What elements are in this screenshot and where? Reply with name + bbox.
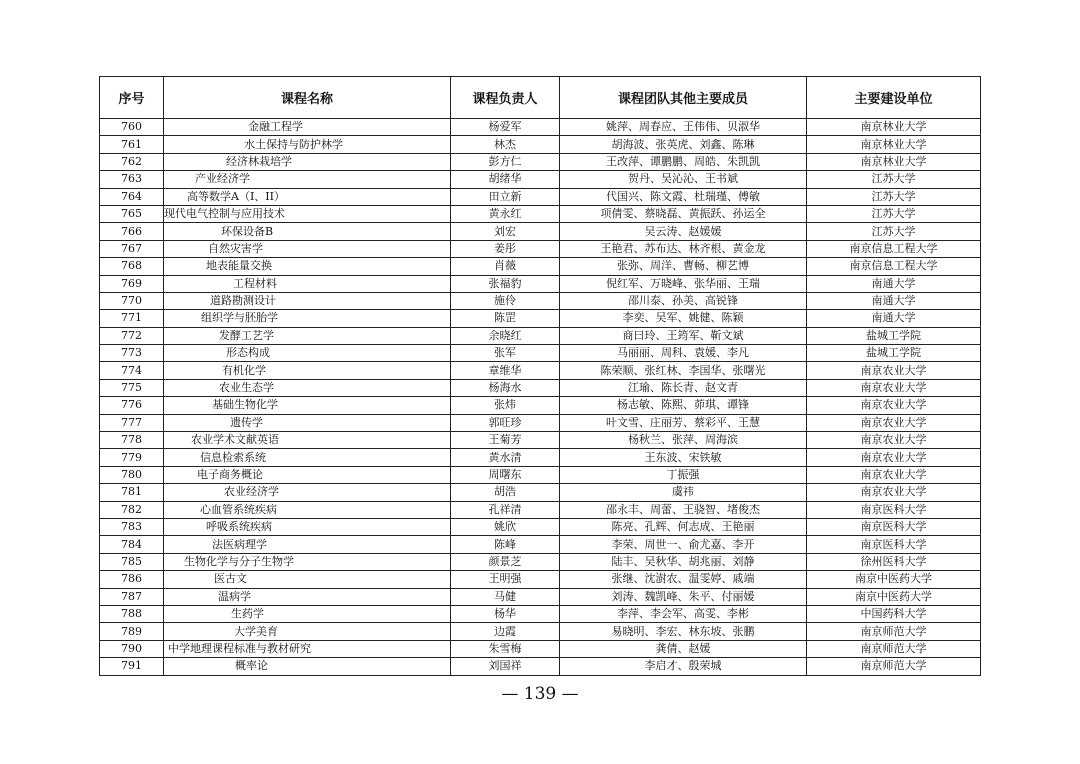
cell-course-name (164, 658, 451, 675)
cell-course-name (164, 292, 451, 309)
cell-seq: 773 (100, 345, 164, 362)
cell-seq: 768 (100, 258, 164, 275)
cell-team-members: 马丽丽、周科、袁媛、李凡 (560, 345, 807, 362)
cell-seq: 776 (100, 397, 164, 414)
cell-course-name (164, 188, 451, 205)
cell-seq: 762 (100, 153, 164, 170)
cell-institution: 南京医科大学 (807, 501, 981, 518)
cell-course-lead: 刘国祥 (451, 658, 560, 675)
cell-institution: 南京信息工程大学 (807, 258, 981, 275)
cell-institution: 南京中医药大学 (807, 588, 981, 605)
cell-team-members: 易晓明、李宏、林东坡、张鹏 (560, 623, 807, 640)
cell-team-members: 邵川泰、孙美、高锐锋 (560, 292, 807, 309)
cell-team-members: 虞祎 (560, 484, 807, 501)
cell-institution: 南京农业大学 (807, 362, 981, 379)
course-name-text: 农业经济学 (224, 485, 279, 499)
table-row (100, 518, 981, 535)
table-row (100, 640, 981, 657)
cell-institution: 徐州医科大学 (807, 553, 981, 570)
cell-course-name (164, 153, 451, 170)
cell-team-members: 江瑜、陈长青、赵文青 (560, 379, 807, 396)
cell-seq: 789 (100, 623, 164, 640)
course-name-text: 有机化学 (222, 363, 266, 377)
cell-seq: 787 (100, 588, 164, 605)
course-name-text: 心血管系统疾病 (200, 502, 277, 516)
table-row (100, 571, 981, 588)
cell-institution: 南京农业大学 (807, 414, 981, 431)
course-name-text: 遗传学 (230, 415, 263, 429)
course-name-text: 形态构成 (226, 346, 270, 360)
table-row (100, 414, 981, 431)
cell-institution: 盐城工学院 (807, 327, 981, 344)
course-name-text: 发酵工艺学 (219, 328, 274, 342)
cell-course-name (164, 205, 451, 222)
table-row (100, 588, 981, 605)
table-row (100, 605, 981, 622)
cell-seq: 783 (100, 518, 164, 535)
cell-team-members: 贺丹、吴沁沁、王书斌 (560, 171, 807, 188)
table-row (100, 188, 981, 205)
table-row (100, 223, 981, 240)
cell-institution: 南京师范大学 (807, 640, 981, 657)
cell-team-members: 代国兴、陈文霞、杜瑞瑾、傅敏 (560, 188, 807, 205)
course-name-text: 大学美育 (234, 624, 278, 638)
cell-course-name (164, 310, 451, 327)
cell-team-members: 王改萍、谭鹏鹏、周皓、朱凯凯 (560, 153, 807, 170)
table-row (100, 449, 981, 466)
course-name-text: 法医病理学 (212, 537, 267, 551)
cell-course-name (164, 258, 451, 275)
cell-seq: 770 (100, 292, 164, 309)
cell-institution: 南京农业大学 (807, 432, 981, 449)
cell-course-lead: 田立新 (451, 188, 560, 205)
cell-seq: 779 (100, 449, 164, 466)
cell-team-members: 龚倩、赵媛 (560, 640, 807, 657)
cell-course-name (164, 588, 451, 605)
cell-course-name (164, 432, 451, 449)
cell-team-members: 张弥、周洋、曹畅、柳艺博 (560, 258, 807, 275)
cell-course-name (164, 345, 451, 362)
cell-seq: 764 (100, 188, 164, 205)
cell-institution: 江苏大学 (807, 188, 981, 205)
cell-team-members: 杨秋兰、张萍、周海滨 (560, 432, 807, 449)
cell-course-lead: 杨华 (451, 605, 560, 622)
course-name-text: 工程材料 (233, 276, 277, 290)
cell-institution: 南京农业大学 (807, 449, 981, 466)
cell-course-name (164, 484, 451, 501)
cell-course-name (164, 466, 451, 483)
cell-seq: 775 (100, 379, 164, 396)
cell-course-lead: 肖薇 (451, 258, 560, 275)
cell-team-members: 陆丰、吴秋华、胡兆丽、刘静 (560, 553, 807, 570)
cell-course-lead: 杨爱军 (451, 119, 560, 136)
cell-course-lead: 刘宏 (451, 223, 560, 240)
cell-institution: 南京林业大学 (807, 119, 981, 136)
table-body (100, 119, 981, 676)
cell-course-name (164, 518, 451, 535)
course-name-text: 生物化学与分子生物学 (184, 554, 294, 568)
cell-seq: 791 (100, 658, 164, 675)
cell-institution: 南京师范大学 (807, 623, 981, 640)
table-row (100, 171, 981, 188)
cell-course-name (164, 553, 451, 570)
cell-course-name (164, 571, 451, 588)
cell-course-name (164, 605, 451, 622)
cell-seq: 767 (100, 240, 164, 257)
cell-team-members: 丁振强 (560, 466, 807, 483)
table-row (100, 658, 981, 675)
cell-course-name (164, 501, 451, 518)
table-row (100, 136, 981, 153)
cell-institution: 南京林业大学 (807, 153, 981, 170)
cell-seq: 765 (100, 205, 164, 222)
cell-course-lead: 孔祥清 (451, 501, 560, 518)
course-name-text: 现代电气控制与应用技术 (164, 207, 285, 221)
cell-course-name (164, 240, 451, 257)
cell-institution: 江苏大学 (807, 205, 981, 222)
cell-seq: 788 (100, 605, 164, 622)
cell-seq: 771 (100, 310, 164, 327)
course-name-text: 自然灾害学 (208, 241, 263, 255)
cell-course-name (164, 640, 451, 657)
header-course-lead: 课程负责人 (451, 77, 560, 119)
cell-course-name (164, 171, 451, 188)
cell-institution: 南京师范大学 (807, 658, 981, 675)
cell-course-name (164, 119, 451, 136)
cell-team-members: 邵永丰、周蕾、王骁智、堵俊杰 (560, 501, 807, 518)
table-row (100, 153, 981, 170)
table-row (100, 623, 981, 640)
cell-course-lead: 黄水清 (451, 449, 560, 466)
cell-course-name (164, 397, 451, 414)
cell-seq: 785 (100, 553, 164, 570)
cell-seq: 777 (100, 414, 164, 431)
course-name-text: 温病学 (218, 589, 251, 603)
course-name-text: 地表能量交换 (206, 259, 272, 273)
cell-institution: 南京农业大学 (807, 484, 981, 501)
course-name-text: 生药学 (231, 607, 264, 621)
cell-course-lead: 张军 (451, 345, 560, 362)
cell-seq: 769 (100, 275, 164, 292)
cell-course-lead: 施伶 (451, 292, 560, 309)
table-row (100, 379, 981, 396)
cell-course-lead: 马健 (451, 588, 560, 605)
cell-team-members: 倪红军、万晓峰、张华丽、王瑞 (560, 275, 807, 292)
cell-team-members: 陈亮、孔辉、何志成、王艳丽 (560, 518, 807, 535)
cell-course-name (164, 275, 451, 292)
cell-team-members: 李荣、周世一、俞尤嘉、李开 (560, 536, 807, 553)
course-name-text: 电子商务概论 (197, 468, 263, 481)
cell-institution: 南通大学 (807, 292, 981, 309)
cell-seq: 784 (100, 536, 164, 553)
course-name-text: 医古文 (214, 572, 247, 586)
cell-team-members: 项倩雯、蔡晓磊、黄振跃、孙运全 (560, 205, 807, 222)
cell-institution: 南通大学 (807, 310, 981, 327)
header-institution: 主要建设单位 (807, 77, 981, 119)
cell-team-members: 李奕、吴军、姚健、陈颖 (560, 310, 807, 327)
course-name-text: 经济林栽培学 (226, 154, 292, 168)
cell-team-members: 商曰玲、王筠军、靳文斌 (560, 327, 807, 344)
cell-course-lead: 颜景芝 (451, 553, 560, 570)
cell-institution: 南通大学 (807, 275, 981, 292)
course-name-text: 环保设备B (221, 224, 274, 238)
cell-course-lead: 姜彤 (451, 240, 560, 257)
cell-team-members: 姚萍、周春应、王伟伟、贝淑华 (560, 119, 807, 136)
course-name-text: 信息检索系统 (200, 450, 266, 464)
cell-course-lead: 郭旺珍 (451, 414, 560, 431)
cell-seq: 786 (100, 571, 164, 588)
cell-team-members: 李萍、李会军、高雯、李彬 (560, 605, 807, 622)
cell-seq: 782 (100, 501, 164, 518)
course-name-text: 概率论 (235, 659, 268, 673)
table-row (100, 553, 981, 570)
cell-course-lead: 张福豹 (451, 275, 560, 292)
cell-team-members: 王艳君、苏布达、林齐根、黄金龙 (560, 240, 807, 257)
cell-institution: 南京医科大学 (807, 536, 981, 553)
table-header-row (100, 77, 981, 119)
cell-course-lead: 林杰 (451, 136, 560, 153)
cell-team-members: 张继、沈澍农、温雯婷、戚端 (560, 571, 807, 588)
cell-seq: 761 (100, 136, 164, 153)
table-row (100, 432, 981, 449)
cell-institution: 南京农业大学 (807, 397, 981, 414)
cell-course-name (164, 223, 451, 240)
course-name-text: 组织学与胚胎学 (201, 311, 278, 325)
course-name-text: 呼吸系统疾病 (206, 520, 272, 534)
cell-seq: 760 (100, 119, 164, 136)
cell-course-lead: 彭方仁 (451, 153, 560, 170)
cell-course-lead: 陈罡 (451, 310, 560, 327)
course-name-text: 中学地理课程标准与教材研究 (168, 641, 311, 655)
cell-course-lead: 胡绪华 (451, 171, 560, 188)
page-number: — 139 — (501, 684, 579, 704)
cell-seq: 772 (100, 327, 164, 344)
course-name-text: 水土保持与防护林学 (244, 137, 343, 151)
cell-seq: 780 (100, 466, 164, 483)
table-row (100, 501, 981, 518)
cell-team-members: 王东波、宋铁敏 (560, 449, 807, 466)
cell-institution: 盐城工学院 (807, 345, 981, 362)
cell-course-name (164, 623, 451, 640)
course-name-text: 基础生物化学 (212, 398, 278, 412)
course-name-text: 高等数学A（I、II） (187, 189, 285, 203)
cell-course-name (164, 327, 451, 344)
cell-institution: 南京医科大学 (807, 518, 981, 535)
cell-course-name (164, 136, 451, 153)
cell-course-name (164, 536, 451, 553)
table-row (100, 275, 981, 292)
table-row (100, 484, 981, 501)
table-row (100, 292, 981, 309)
cell-course-lead: 王明强 (451, 571, 560, 588)
cell-course-name (164, 362, 451, 379)
cell-institution: 南京农业大学 (807, 466, 981, 483)
header-seq: 序号 (100, 77, 164, 119)
table-row (100, 258, 981, 275)
table-row (100, 205, 981, 222)
cell-team-members: 胡海波、张英虎、刘鑫、陈琳 (560, 136, 807, 153)
cell-course-lead: 陈峰 (451, 536, 560, 553)
cell-course-lead: 黄永红 (451, 205, 560, 222)
cell-course-lead: 朱雪梅 (451, 640, 560, 657)
cell-team-members: 刘涛、魏凯峰、朱平、付丽媛 (560, 588, 807, 605)
cell-course-lead: 胡浩 (451, 484, 560, 501)
cell-team-members: 李启才、殷荣城 (560, 658, 807, 675)
course-name-text: 农业生态学 (219, 381, 274, 395)
cell-institution: 江苏大学 (807, 223, 981, 240)
cell-institution: 南京信息工程大学 (807, 240, 981, 257)
header-course-name: 课程名称 (164, 77, 451, 119)
cell-institution: 南京农业大学 (807, 379, 981, 396)
cell-course-lead: 姚欣 (451, 518, 560, 535)
course-name-text: 产业经济学 (195, 172, 250, 186)
cell-team-members: 吴云涛、赵媛媛 (560, 223, 807, 240)
table-row (100, 362, 981, 379)
header-team-members: 课程团队其他主要成员 (560, 77, 807, 119)
cell-course-name (164, 379, 451, 396)
table-row (100, 119, 981, 136)
cell-course-lead: 边霞 (451, 623, 560, 640)
cell-course-lead: 张炜 (451, 397, 560, 414)
table-row (100, 240, 981, 257)
cell-institution: 江苏大学 (807, 171, 981, 188)
table-row (100, 345, 981, 362)
cell-course-lead: 杨海水 (451, 379, 560, 396)
cell-seq: 766 (100, 223, 164, 240)
cell-team-members: 叶文雪、庄丽芳、蔡彩平、王慧 (560, 414, 807, 431)
cell-course-lead: 王菊芳 (451, 432, 560, 449)
cell-course-name (164, 414, 451, 431)
cell-course-lead: 章维华 (451, 362, 560, 379)
cell-institution: 南京林业大学 (807, 136, 981, 153)
cell-course-lead: 余晓红 (451, 327, 560, 344)
cell-seq: 763 (100, 171, 164, 188)
table-row (100, 466, 981, 483)
cell-seq: 790 (100, 640, 164, 657)
cell-team-members: 陈荣顺、张红林、李国华、张曙光 (560, 362, 807, 379)
cell-institution: 南京中医药大学 (807, 571, 981, 588)
cell-course-name (164, 449, 451, 466)
cell-institution: 中国药科大学 (807, 605, 981, 622)
table-row (100, 310, 981, 327)
cell-seq: 781 (100, 484, 164, 501)
table-row (100, 536, 981, 553)
course-name-text: 道路勘测设计 (210, 294, 276, 308)
cell-seq: 774 (100, 362, 164, 379)
course-name-text: 农业学术文献英语 (191, 433, 279, 447)
course-name-text: 金融工程学 (248, 120, 303, 134)
cell-seq: 778 (100, 432, 164, 449)
cell-course-lead: 周曙东 (451, 466, 560, 483)
cell-team-members: 杨志敏、陈熙、茆琪、谭锋 (560, 397, 807, 414)
table-row (100, 327, 981, 344)
course-table (99, 76, 981, 676)
table-row (100, 397, 981, 414)
